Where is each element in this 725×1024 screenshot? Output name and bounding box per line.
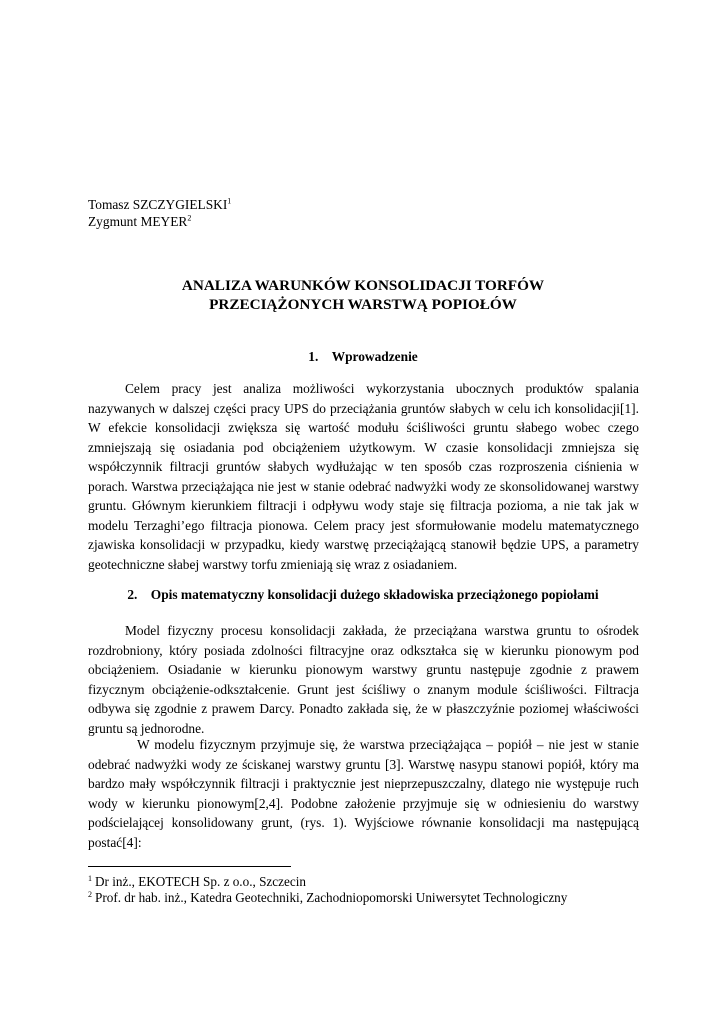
paragraph-model-1: Model fizyczny procesu konsolidacji zakłada, że przeciążana warstwa gruntu to ośrodek rozdrobniony, który posiada zdolności filtracyjne oraz odkształca się w kierunku pionowym pod obciążeniem. Osiadanie w kierunku pionowym warstwy gruntu następuje zgodnie z prawem fizycznym obciążenie-odkształcenie. Grunt jest ściśliwy o znanym module ściśliwości. Filtracja odbywa się zgodnie z prawem Darcy. Ponadto zakłada się, że w płaszczyźnie poziomej właściwości gruntu są jednorodne. [88,623,639,736]
paper-title [88,276,638,314]
section-heading-1 [88,348,638,365]
author-name: Zygmunt MEYER [88,214,188,229]
author [88,213,231,230]
author-name: Tomasz SZCZYGIELSKI [88,197,228,212]
author-affiliation-mark: 1 [227,196,232,206]
title-line: PRZECIĄŻONYCH WARSTWĄ POPIOŁÓW [209,296,517,313]
section-number: 1. [308,349,319,364]
title-line: ANALIZA WARUNKÓW KONSOLIDACJI TORFÓW [181,277,545,294]
footnote [88,890,648,906]
footnote-text: Prof. dr hab. inż., Katedra Geotechniki, Zachodniopomorski Uniwersytet Technologiczny [95,890,568,905]
section-title: Wprowadzenie [331,349,418,364]
paragraph-intro: Celem pracy jest analiza możliwości wykorzystania ubocznych produktów spalania nazywanych w dalszej części pracy UPS do przeciążania gruntów słabych w celu ich konsolidacji[1]. W efekcie konsolidacji zwiększa się wartość modułu ściśliwości gruntu słabego wobec czego zmniejszają się osiadania pod obciążeniem użytkowym. W czasie konsolidacji zmniejsza się współczynnik filtracji gruntów słabych wydłużając w ten sposób czas rozproszenia ciśnienia w porach. Warstwa przeciążająca nie jest w stanie odebrać nadwyżki wody ze skonsolidowanej warstwy gruntu. Głównym kierunkiem filtracji i odpływu wody staje się filtracja pozioma, a nie tak jak w modelu Terzaghi’ego filtracja pionowa. Celem pracy jest sformułowanie modelu matematycznego zjawiska konsolidacji w przypadku, kiedy warstwę przeciążającą stanowił będzie UPS, a parametry geotechniczne słabej warstwy torfu zmieniają się wraz z osiadaniem. [88,381,639,572]
footnote [88,874,648,890]
paragraph-model-2: W modelu fizycznym przyjmuje się, że warstwa przeciążająca – popiół – nie jest w stanie odebrać nadwyżki wody ze ściskanej warstwy gruntu [3]. Warstwę nasypu stanowi popiół, który ma bardzo mały współczynnik filtracji i praktycznie jest nieprzepuszczalny, dlatego nie występuje ruch wody w kierunku pionowym[2,4]. Podobne założenie przyjmuje się w odniesieniu do warstwy podścielającej konsolidowany grunt, (rys. 1). Wyjściowe równanie konsolidacji ma następującą postać[4]: [88,737,639,850]
section-number: 2. [127,587,138,602]
author-affiliation-mark: 2 [187,213,192,223]
footnote-mark: 1 [88,873,92,883]
author [88,196,231,213]
author-list [88,196,231,230]
footnote-separator [88,866,291,867]
section-title: Opis matematyczny konsolidacji dużego składowiska przeciążonego popiołami [150,587,599,602]
footnote-text: Dr inż., EKOTECH Sp. z o.o., Szczecin [95,874,306,889]
section-heading-2 [88,586,638,603]
footnote-mark: 2 [88,889,92,899]
